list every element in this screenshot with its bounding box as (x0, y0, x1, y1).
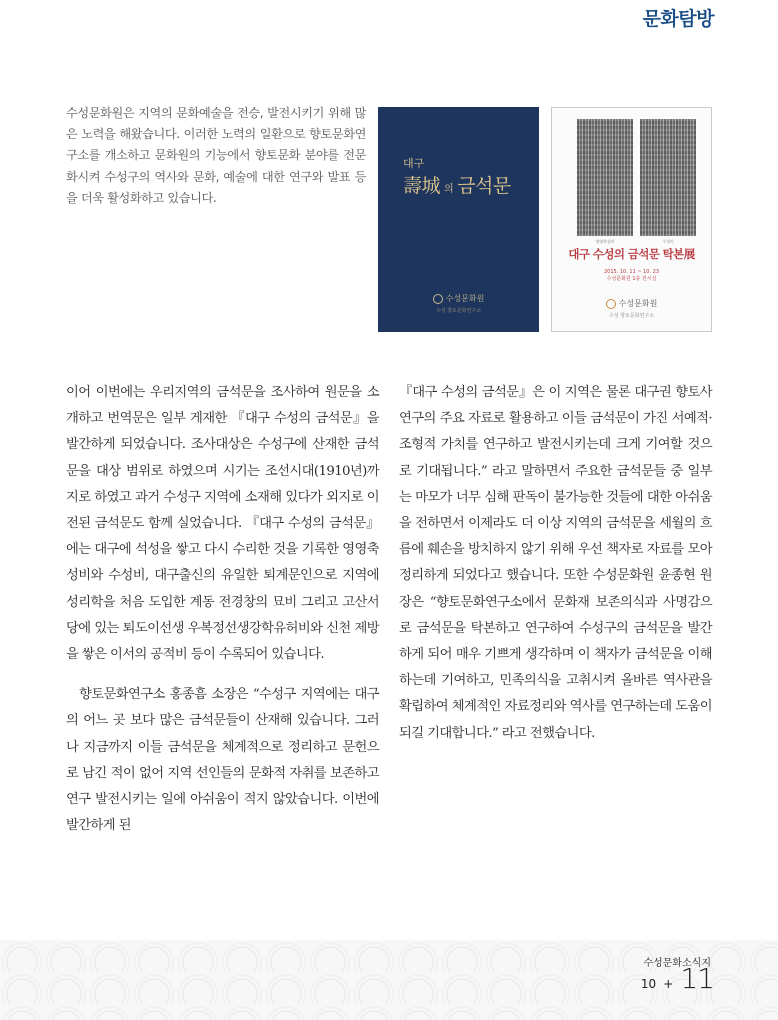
poster-info-dates: 2015. 10. 11 ~ 10. 23 (603, 269, 660, 275)
body-paragraph: 이어 이번에는 우리지역의 금석문을 조사하여 원문을 소개하고 번역문은 일부 게재한 『대구 수성의 금석문』을 발간하게 되었습니다. 조사대상은 수성구에 산재한 금석문을 대상 범위로 하였으며 시기는 조선시대(1910년)까지로 하였고 과거 수성구 지역에 소재해 있다가 외지로 이전된 금석문도 함께 실었습니다. 『대구 수성의 금석문』에는 대구에 석성을 쌓고 다시 수리한 것을 기록한 영영축성비와 수성비, 대구출신의 유일한 퇴계문인으로 지역에 성리학을 처음 도입한 계동 전경창의 묘비 그리고 고산서당에 있는 퇴도이선생 우복정선생강학유허비와 신천 제방을 쌓은 이서의 공적비 등이 수록되어 있습니다. (66, 385, 379, 663)
body-paragraph: 향토문화연구소 홍종흠 소장은 “수성구 지역에는 대구의 어느 곳 보다 많은 금석문들이 산재해 있습니다. 그러나 지금까지 이들 금석문을 체계적으로 정리하고 문헌으로 남긴 적이 없어 지역 선인들의 문화적 자취를 보존하고 연구 발전시키는 일에 아쉬움이 적지 않았습니다. 이번에 발간하게 된 (66, 687, 379, 834)
body-paragraph: 『대구 수성의 금석문』은 이 지역은 물론 대구권 향토사 연구의 주요 자료로 활용하고 이들 금석문이 가진 서예적·조형적 가치를 연구하고 발전시키는데 크게 기여할 것으로 기대됩니다.” 라고 말하면서 주요한 금석문들 중 일부는 마모가 너무 심해 판독이 불가능한 것들에 대한 아쉬움을 전하면서 이제라도 더 이상 지역의 금석문을 세월의 흐름에 훼손을 방치하지 않기 위해 우선 책자로 자료를 모아 정리하게 되었다고 했습니다. 또한 수성문화원 윤종현 원장은 “향토문화연구소에서 문화재 보존의식과 사명감으로 금석문을 탁본하고 연구하여 수성구의 금석문을 발간하게 되어 매우 기쁘게 생각하며 이 책자가 금석문을 이해하는데 기여하고, 민족의식을 고취시켜 올바른 역사관을 확립하여 체계적인 자료정리와 역사를 연구하는데 도움이 되길 기대합니다.” 라고 전했습니다. (399, 385, 712, 741)
poster-publisher-sub: 수성 향토문화연구소 (608, 313, 655, 319)
section-title: 문화탐방 (642, 8, 714, 30)
poster-publisher (552, 298, 711, 319)
body-column-right (399, 380, 712, 747)
page-number-right: 11 (680, 962, 714, 995)
rubbing-caption-left: 영영축성비 (595, 239, 615, 244)
exhibition-poster-image (551, 107, 712, 332)
page-numbers (641, 962, 714, 995)
page-number-left: 10 (640, 977, 657, 991)
stone-rubbing-image-left (577, 119, 633, 236)
book-cover-particle: 의 (444, 184, 454, 195)
poster-info-venue: 수성문화원 1층 전시실 (606, 276, 657, 282)
logo-icon (433, 294, 443, 304)
page-separator: + (663, 977, 674, 991)
poster-title: 대구 수성의 금석문 탁본展 (568, 247, 695, 261)
magazine-name: 수성문화소식지 (643, 958, 711, 969)
rubbing-caption-right: 수성비 (662, 239, 674, 244)
book-cover-hanja: 壽城 (403, 175, 441, 197)
book-cover-small-title: 대구 (403, 157, 425, 170)
book-cover-publisher-name: 수성문화원 (445, 294, 485, 303)
body-column-left (66, 380, 379, 839)
book-cover-image (378, 107, 539, 332)
book-cover-title (403, 171, 511, 198)
book-cover-publisher (378, 293, 539, 314)
stone-rubbing-image-right (640, 119, 696, 236)
book-cover-publisher-sub: 수성 향토문화연구소 (435, 308, 482, 314)
poster-publisher-name: 수성문화원 (618, 299, 658, 308)
poster-info (552, 269, 711, 283)
logo-icon (606, 299, 616, 309)
book-cover-main-title: 금석문 (457, 175, 511, 197)
intro-paragraph: 수성문화원은 지역의 문화예술을 전승, 발전시키기 위해 많은 노력을 해왔습니다. 이러한 노력의 일환으로 향토문화연구소를 개소하고 문화원의 기능에서 향토문화 분야를 전문화시켜 수성구의 역사와 문화, 예술에 대한 연구와 발표 등을 더욱 활성화하고 있습니다. (66, 106, 366, 205)
